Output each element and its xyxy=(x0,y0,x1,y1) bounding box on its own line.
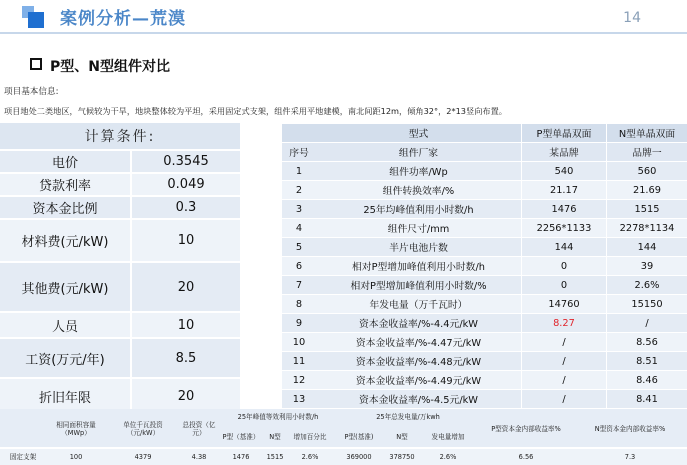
calc-value: 10 xyxy=(130,313,240,337)
p-value: / xyxy=(521,352,606,370)
row-item: 资本金收益率/%-4.47元/kW xyxy=(355,338,482,349)
p-value: 1476 xyxy=(521,200,606,218)
val-p-irr: 6.56 xyxy=(518,452,534,461)
p-value: 0 xyxy=(521,257,606,275)
calc-label: 资本金比例 xyxy=(32,202,98,217)
header-seq: 序号 xyxy=(289,148,309,159)
row-item: 年发电量（万千瓦时） xyxy=(369,300,468,311)
table-row xyxy=(282,180,687,199)
bullet-box-icon xyxy=(30,58,42,70)
col-area: 相同面积容量（MWp） xyxy=(56,420,96,437)
table-row xyxy=(282,237,687,256)
comparison-body xyxy=(282,161,687,408)
table-header-row xyxy=(282,123,687,142)
row-number: 5 xyxy=(295,241,303,253)
calc-label: 工资(万元/年) xyxy=(25,352,105,368)
p-value: 21.17 xyxy=(521,181,606,199)
row-number: 10 xyxy=(292,336,306,348)
table-row xyxy=(282,199,687,218)
n-value: 39 xyxy=(606,257,687,275)
val-gen-inc: 2.6% xyxy=(439,452,457,461)
row-number: 8 xyxy=(295,298,303,310)
col-p-base-hours: P型（基准） xyxy=(222,432,260,441)
table-row xyxy=(0,172,240,195)
n-value: 8.51 xyxy=(606,352,687,370)
val-n-gen: 378750 xyxy=(389,452,415,461)
row-item: 相对P型增加峰值利用小时数/h xyxy=(352,262,485,273)
val-inc-pct: 2.6% xyxy=(301,452,319,461)
row-item: 半片电池片数 xyxy=(389,243,448,254)
col-n-irr: N型资本金内部收益率% xyxy=(594,424,666,433)
row-number: 6 xyxy=(295,260,303,272)
val-total-invest: 4.38 xyxy=(191,452,207,461)
header-maker: 组件厂家 xyxy=(398,148,439,159)
row-number: 1 xyxy=(295,165,303,177)
table-row xyxy=(282,313,687,332)
n-value: 8.56 xyxy=(606,333,687,351)
val-p-hours: 1476 xyxy=(232,452,250,461)
logo-square-dark xyxy=(28,12,44,28)
calc-label: 电价 xyxy=(51,156,78,171)
calc-value: 0.3 xyxy=(130,197,240,218)
calc-value: 0.3545 xyxy=(130,151,240,172)
row-number: 13 xyxy=(292,393,306,405)
calc-value: 8.5 xyxy=(130,339,240,377)
calc-conditions-title: 计算条件: xyxy=(0,123,240,149)
row-number: 4 xyxy=(295,222,303,234)
row-number: 3 xyxy=(295,203,303,215)
row-item: 25年均峰值利用小时数/h xyxy=(363,205,474,216)
p-value: 2256*1133 xyxy=(521,219,606,237)
row-number: 12 xyxy=(292,374,306,386)
calc-value: 20 xyxy=(130,379,240,413)
col-p-irr: P型资本金内部收益率% xyxy=(491,424,561,433)
table-row xyxy=(282,161,687,180)
val-p-gen: 369000 xyxy=(346,452,372,461)
row-item: 相对P型增加峰值利用小时数/% xyxy=(350,281,487,292)
calc-label: 其他费(元/kW) xyxy=(21,281,109,297)
table-row xyxy=(0,337,240,377)
p-value: 14760 xyxy=(521,295,606,313)
calc-value: 0.049 xyxy=(130,174,240,195)
table-row xyxy=(0,195,240,218)
subtitle-text: P型、N型组件对比 xyxy=(50,59,170,75)
row-number: 9 xyxy=(295,317,303,329)
table-row xyxy=(282,389,687,408)
row-item: 资本金收益率/%-4.49元/kW xyxy=(355,376,482,387)
n-value: 8.46 xyxy=(606,371,687,389)
table-row xyxy=(282,218,687,237)
val-n-irr: 7.3 xyxy=(624,452,636,461)
n-value: 8.41 xyxy=(606,390,687,408)
table-row xyxy=(282,351,687,370)
header-blank xyxy=(282,124,316,142)
p-value: 8.27 xyxy=(521,314,606,332)
col-inc-pct: 增加百分比 xyxy=(293,432,327,441)
calc-label: 贷款利率 xyxy=(38,179,91,194)
table-row xyxy=(282,294,687,313)
header-p-type: P型单晶双面 xyxy=(521,124,606,142)
calc-label: 材料费(元/kW) xyxy=(21,235,109,250)
n-value: / xyxy=(606,314,687,332)
p-value: 540 xyxy=(521,162,606,180)
val-unit-invest: 4379 xyxy=(134,452,152,461)
p-value: 0 xyxy=(521,276,606,294)
col-gen-inc: 发电量增加 xyxy=(431,432,465,441)
table-row xyxy=(0,261,240,311)
slide-header xyxy=(0,0,687,40)
n-value: 560 xyxy=(606,162,687,180)
table-row xyxy=(0,311,240,337)
col-total-invest: 总投资（亿元） xyxy=(182,420,216,437)
summary-table xyxy=(0,409,687,465)
row-number: 11 xyxy=(292,355,306,367)
table-row xyxy=(282,275,687,294)
calc-label: 折旧年限 xyxy=(38,390,91,406)
table-row xyxy=(282,256,687,275)
header-divider xyxy=(0,32,687,34)
n-value: 2278*1134 xyxy=(606,219,687,237)
calc-value: 10 xyxy=(130,220,240,261)
header-n-brand: 品牌一 xyxy=(606,143,687,161)
p-value: / xyxy=(521,390,606,408)
table-header-row xyxy=(282,142,687,161)
header-p-brand: 某品牌 xyxy=(521,143,606,161)
p-value: / xyxy=(521,371,606,389)
row-name: 固定支架 xyxy=(9,452,37,461)
val-n-hours: 1515 xyxy=(266,452,284,461)
table-row xyxy=(0,149,240,172)
header-type: 型式 xyxy=(408,129,429,140)
col-hours-group: 25年峰值等效利用小时数/h xyxy=(237,412,319,421)
section-subtitle xyxy=(30,56,170,76)
p-value: 144 xyxy=(521,238,606,256)
calc-conditions-table xyxy=(0,123,240,413)
header-n-type: N型单晶双面 xyxy=(606,124,687,142)
calc-value: 20 xyxy=(130,263,240,311)
table-row xyxy=(282,370,687,389)
row-item: 组件功率/Wp xyxy=(389,167,448,178)
n-value: 15150 xyxy=(606,295,687,313)
project-info-label: 项目基本信息: xyxy=(4,87,59,97)
row-number: 7 xyxy=(295,279,303,291)
row-item: 组件转换效率/% xyxy=(382,186,455,197)
slide-title: 案例分析—荒漠 xyxy=(60,9,186,29)
table-row xyxy=(282,332,687,351)
row-number: 2 xyxy=(295,184,303,196)
n-value: 1515 xyxy=(606,200,687,218)
col-n-gen: N型 xyxy=(396,432,408,441)
calc-label: 人员 xyxy=(51,319,78,335)
row-item: 组件尺寸/mm xyxy=(387,224,450,235)
project-info-text: 项目地处二类地区，气候较为干旱，地块整体较为平坦，采用固定式支架，组件采用平地建模，南北间距12m，倾角32°，2*13竖向布置。 xyxy=(4,106,507,116)
module-comparison-table xyxy=(282,123,687,408)
table-row xyxy=(0,218,240,261)
col-gen-group: 25年总发电量/万kwh xyxy=(376,412,440,421)
table-row xyxy=(0,377,240,413)
col-n-hours: N型 xyxy=(269,432,281,441)
col-p-base-gen: P型(基准) xyxy=(344,432,374,441)
page-number: 14 xyxy=(623,10,641,26)
row-item: 资本金收益率/%-4.5元/kW xyxy=(359,395,478,406)
val-area: 100 xyxy=(69,452,83,461)
row-item: 资本金收益率/%-4.48元/kW xyxy=(355,357,482,368)
n-value: 21.69 xyxy=(606,181,687,199)
p-value: / xyxy=(521,333,606,351)
n-value: 2.6% xyxy=(606,276,687,294)
n-value: 144 xyxy=(606,238,687,256)
row-item: 资本金收益率/%-4.4元/kW xyxy=(359,319,478,330)
col-unit-invest: 单位千瓦投资（元/kW） xyxy=(123,420,163,437)
